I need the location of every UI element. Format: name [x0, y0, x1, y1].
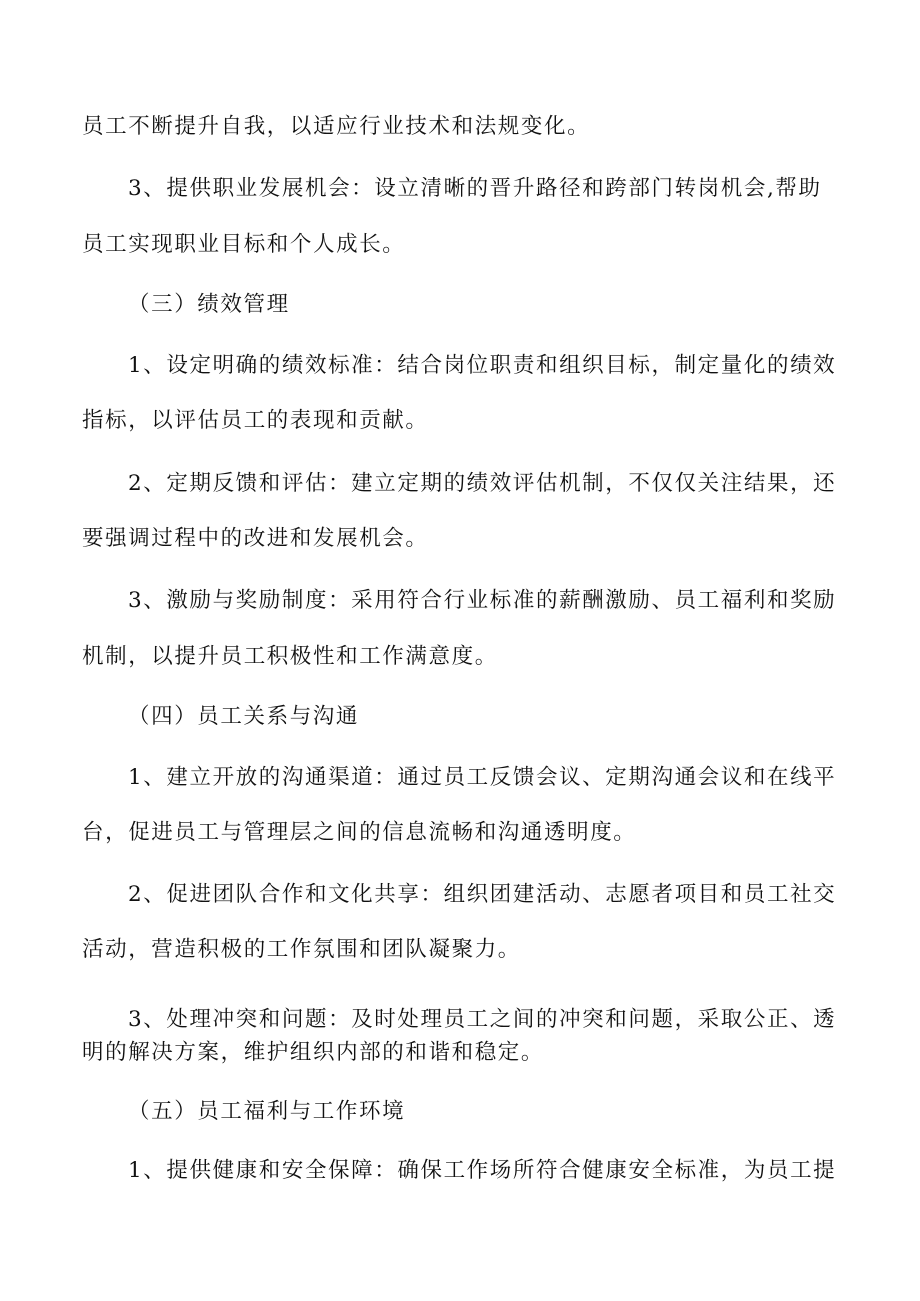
paragraph-line: 活动，营造积极的工作氛围和团队凝聚力。	[82, 937, 521, 962]
paragraph-line: 3、提供职业发展机会：设立清晰的晋升路径和跨部门转岗机会,帮助	[128, 176, 822, 201]
paragraph-line: 2、促进团队合作和文化共享：组织团建活动、志愿者项目和员工社交	[128, 882, 837, 907]
paragraph-line: 台，促进员工与管理层之间的信息流畅和沟通透明度。	[82, 820, 637, 845]
paragraph-line: 1、建立开放的沟通渠道：通过员工反馈会议、定期沟通会议和在线平	[128, 765, 837, 790]
paragraph-line: 1、设定明确的绩效标准：结合岗位职责和组织目标，制定量化的绩效	[128, 353, 837, 378]
section-heading: （五）员工福利与工作环境	[128, 1099, 406, 1124]
section-heading: （四）员工关系与沟通	[128, 704, 360, 729]
paragraph-line: 员工不断提升自我，以适应行业技术和法规变化。	[82, 114, 591, 139]
paragraph-line: 明的解决方案，维护组织内部的和谐和稳定。	[82, 1040, 545, 1065]
paragraph-line: 员工实现职业目标和个人成长。	[82, 232, 406, 257]
section-heading: （三）绩效管理	[128, 292, 290, 317]
paragraph-line: 1、提供健康和安全保障：确保工作场所符合健康安全标准，为员工提	[128, 1158, 837, 1183]
paragraph-line: 机制，以提升员工积极性和工作满意度。	[82, 644, 498, 669]
paragraph-line: 3、激励与奖励制度：采用符合行业标准的薪酬激励、员工福利和奖励	[128, 588, 837, 613]
paragraph-line: 3、处理冲突和问题：及时处理员工之间的冲突和问题，采取公正、透	[128, 1007, 837, 1032]
paragraph-line: 指标，以评估员工的表现和贡献。	[82, 408, 429, 433]
paragraph-line: 2、定期反馈和评估：建立定期的绩效评估机制，不仅仅关注结果，还	[128, 471, 837, 496]
paragraph-line: 要强调过程中的改进和发展机会。	[82, 526, 429, 551]
